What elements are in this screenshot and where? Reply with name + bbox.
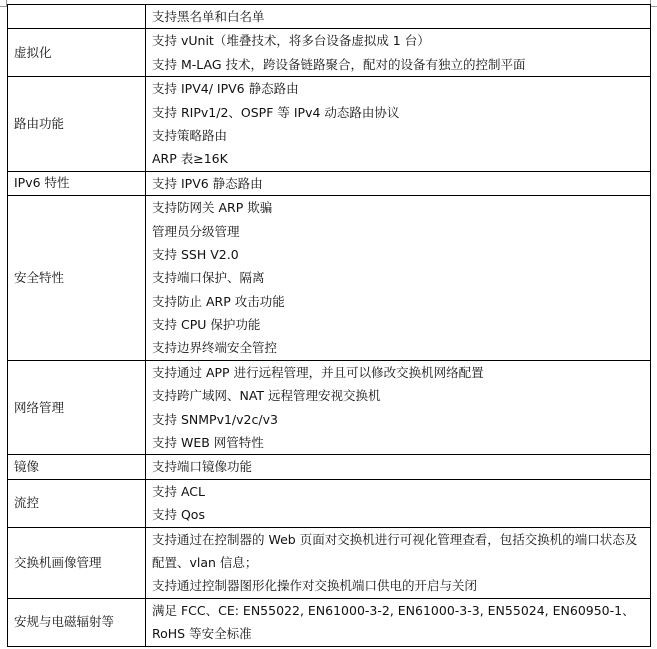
spec-item: 支持通过控制器图形化操作对交换机端口供电的开启与关闭 xyxy=(152,578,478,594)
spec-item: 支持 M-LAG 技术，跨设备链路聚合，配对的设备有独立的控制平面 xyxy=(152,56,526,72)
spec-category: 安规与电磁辐射等 xyxy=(8,598,146,646)
spec-item: 支持通过在控制器的 Web 页面对交换机进行可视化管理查看，包括交换机的端口状态及配置、vlan 信息； xyxy=(152,531,638,570)
spec-category: 网络管理 xyxy=(8,360,146,455)
spec-values xyxy=(146,455,651,479)
spec-item: 支持跨广域网、NAT 远程管理安视交换机 xyxy=(152,388,381,404)
spec-item: 支持 SSH V2.0 xyxy=(152,246,239,262)
spec-item: 管理员分级管理 xyxy=(152,223,240,239)
spec-item: 支持 IPV6 静态路由 xyxy=(152,175,263,191)
spec-row xyxy=(8,5,651,29)
spec-item: 支持 RIPv1/2、OSPF 等 IPv4 动态路由协议 xyxy=(152,104,400,120)
spec-values xyxy=(146,29,651,77)
spec-row xyxy=(8,527,651,598)
spec-item: 支持边界终端安全管控 xyxy=(152,340,278,356)
spec-category xyxy=(8,5,146,29)
spec-row xyxy=(8,77,651,172)
spec-item: ARP 表≥16K xyxy=(152,151,228,167)
spec-item: 支持 ACL xyxy=(152,483,205,499)
spec-values xyxy=(146,479,651,527)
spec-category: IPv6 特性 xyxy=(8,171,146,195)
spec-item: 支持 Qos xyxy=(152,507,205,523)
spec-values xyxy=(146,171,651,195)
spec-values xyxy=(146,77,651,172)
spec-item: 支持端口保护、隔离 xyxy=(152,270,265,286)
spec-row xyxy=(8,171,651,195)
spec-row xyxy=(8,196,651,361)
spec-item: 支持 SNMPv1/v2c/v3 xyxy=(152,411,278,427)
spec-item: 支持端口镜像功能 xyxy=(152,459,253,475)
spec-item: 支持 IPV4/ IPV6 静态路由 xyxy=(152,81,299,97)
spec-row xyxy=(8,455,651,479)
page-corner-mark-right xyxy=(650,0,657,7)
spec-values xyxy=(146,360,651,455)
spec-table-body xyxy=(8,5,651,647)
spec-table xyxy=(7,4,651,647)
spec-category: 虚拟化 xyxy=(8,29,146,77)
spec-row xyxy=(8,29,651,77)
spec-category: 安全特性 xyxy=(8,196,146,361)
spec-item: 支持 vUnit（堆叠技术，将多台设备虚拟成 1 台） xyxy=(152,33,430,49)
spec-item: 支持策略路由 xyxy=(152,127,228,143)
spec-category: 镜像 xyxy=(8,455,146,479)
spec-category: 路由功能 xyxy=(8,77,146,172)
spec-row xyxy=(8,360,651,455)
spec-values xyxy=(146,5,651,29)
spec-category: 流控 xyxy=(8,479,146,527)
spec-values xyxy=(146,598,651,646)
spec-category: 交换机画像管理 xyxy=(8,527,146,598)
spec-item: 支持黑名单和白名单 xyxy=(152,9,265,24)
spec-item: 满足 FCC、CE: EN55022, EN61000-3-2, EN61000-3-3, EN55024, EN60950-1、RoHS 等安全标准 xyxy=(152,602,635,642)
spec-values xyxy=(146,527,651,598)
page-corner-mark-left xyxy=(0,0,7,7)
spec-item: 支持 WEB 网管特性 xyxy=(152,435,264,451)
spec-item: 支持防止 ARP 攻击功能 xyxy=(152,293,285,309)
spec-row xyxy=(8,598,651,646)
spec-item: 支持 CPU 保护功能 xyxy=(152,317,261,333)
spec-values xyxy=(146,196,651,361)
spec-row xyxy=(8,479,651,527)
spec-item: 支持通过 APP 进行远程管理，并且可以修改交换机网络配置 xyxy=(152,364,484,380)
spec-item: 支持防网关 ARP 欺骗 xyxy=(152,200,273,216)
